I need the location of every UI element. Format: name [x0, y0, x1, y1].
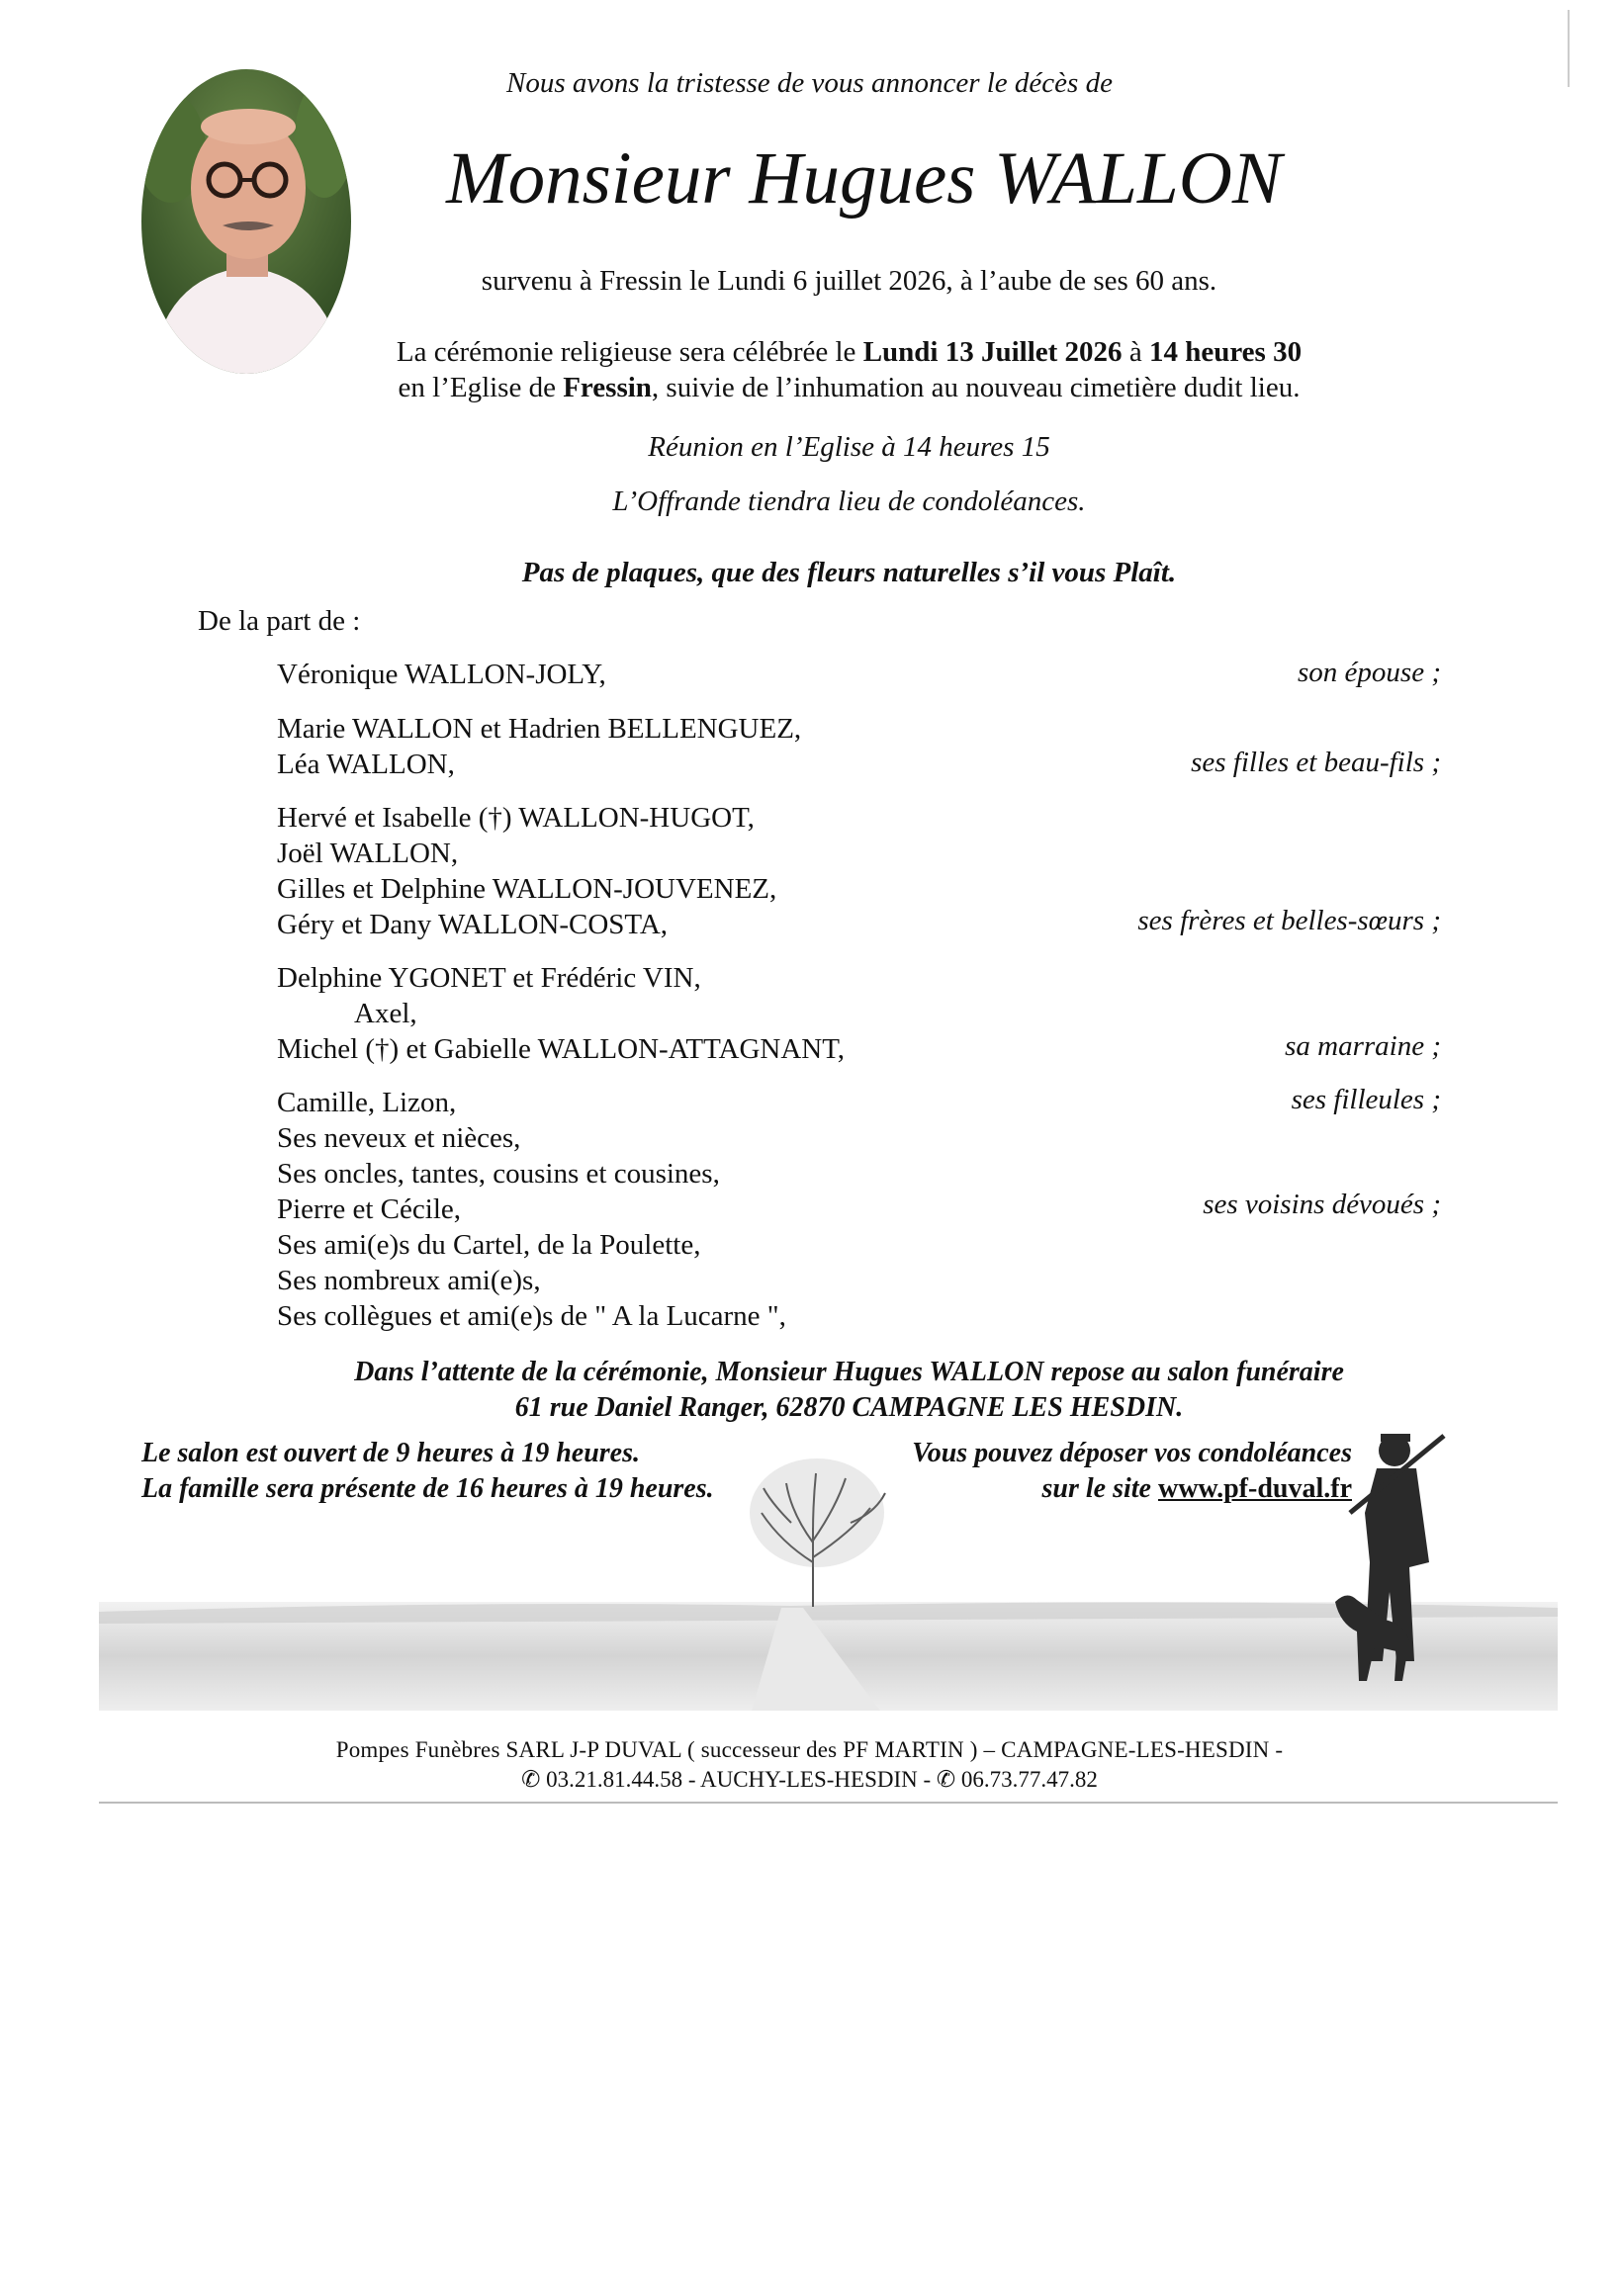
ceremony-text: à	[1122, 336, 1149, 368]
family-line: Léa WALLON,	[277, 749, 455, 780]
family-relation: ses voisins dévoués ;	[1203, 1189, 1441, 1220]
family-relation: ses filles et beau-fils ;	[1191, 747, 1441, 778]
salon-line: Dans l’attente de la cérémonie, Monsieur Hugues WALLON repose au salon funéraire	[354, 1357, 1344, 1387]
ceremony-text: La cérémonie religieuse sera célébrée le	[396, 336, 863, 368]
ceremony-text: en l’Eglise de	[398, 372, 564, 403]
meeting-info: Réunion en l’Eglise à 14 heures 15	[648, 431, 1050, 463]
family-line: Gilles et Delphine WALLON-JOUVENEZ,	[277, 873, 777, 905]
salon-hours-line: Le salon est ouvert de 9 heures à 19 heures.	[141, 1438, 640, 1468]
family-line: Joël WALLON,	[277, 838, 459, 869]
from-label: De la part de :	[198, 605, 361, 637]
family-group	[277, 1085, 786, 1334]
salon-hours	[141, 1436, 714, 1507]
salon-info	[0, 1355, 1619, 1426]
footer-phones: ✆ 03.21.81.44.58 - AUCHY-LES-HESDIN - ✆ 06.73.77.47.82	[521, 1767, 1098, 1792]
family-group	[277, 711, 801, 782]
condolences-info	[912, 1436, 1352, 1507]
family-line: Ses oncles, tantes, cousins et cousines,	[277, 1158, 720, 1190]
family-relation: ses filleules ;	[1291, 1084, 1441, 1115]
family-line: Ses ami(e)s du Cartel, de la Poulette,	[277, 1229, 701, 1261]
family-relation: ses frères et belles-sœurs ;	[1137, 905, 1441, 936]
family-group	[277, 800, 776, 942]
family-line: Ses collègues et ami(e)s de " A la Lucarne ",	[277, 1300, 786, 1332]
family-line: Axel,	[354, 998, 417, 1029]
salon-address: 61 rue Daniel Ranger, 62870 CAMPAGNE LES HESDIN.	[514, 1392, 1184, 1423]
family-line: Géry et Dany WALLON-COSTA,	[277, 909, 669, 940]
ceremony-place: Fressin	[563, 372, 652, 403]
family-line: Michel (†) et Gabielle WALLON-ATTAGNANT,	[277, 1033, 846, 1065]
condolences-line: Vous pouvez déposer vos condoléances	[912, 1438, 1352, 1468]
flowers-notice: Pas de plaques, que des fleurs naturelles s’il vous Plaît.	[521, 557, 1177, 588]
ceremony-info	[0, 334, 1619, 405]
family-relation: son épouse ;	[1298, 657, 1441, 688]
website-link[interactable]: www.pf-duval.fr	[1157, 1473, 1352, 1504]
death-details: survenu à Fressin le Lundi 6 juillet 2026, à l’aube de ses 60 ans.	[481, 265, 1217, 297]
family-line: Delphine YGONET et Frédéric VIN,	[277, 962, 701, 994]
ceremony-text: , suivie de l’inhumation au nouveau cimetière dudit lieu.	[651, 372, 1301, 403]
family-line: Hervé et Isabelle (†) WALLON-HUGOT,	[277, 802, 755, 834]
divider	[99, 1802, 1558, 1804]
family-line: Marie WALLON et Hadrien BELLENGUEZ,	[277, 713, 802, 745]
family-line: Ses neveux et nièces,	[277, 1122, 521, 1154]
condolences-prefix: sur le site	[1041, 1473, 1158, 1504]
family-line: Pierre et Cécile,	[277, 1193, 461, 1225]
footer-company: Pompes Funèbres SARL J-P DUVAL ( successeur des PF MARTIN ) – CAMPAGNE-LES-HESDIN -	[335, 1737, 1284, 1762]
intro-text: Nous avons la tristesse de vous annoncer le décès de	[506, 67, 1113, 99]
family-line: Véronique WALLON-JOLY,	[277, 659, 606, 690]
ceremony-date: Lundi 13 Juillet 2026	[862, 336, 1123, 368]
family-presence-line: La famille sera présente de 16 heures à 19 heures.	[141, 1473, 714, 1504]
portrait-photo	[141, 69, 351, 374]
deceased-name: Monsieur Hugues WALLON	[446, 137, 1282, 220]
family-line: Ses nombreux ami(e)s,	[277, 1265, 541, 1296]
family-group	[277, 657, 606, 692]
family-group	[277, 960, 845, 1067]
ceremony-time: 14 heures 30	[1148, 336, 1303, 368]
family-line: Camille, Lizon,	[277, 1087, 457, 1118]
family-relation: sa marraine ;	[1285, 1030, 1441, 1062]
offering-info: L’Offrande tiendra lieu de condoléances.	[612, 486, 1086, 517]
